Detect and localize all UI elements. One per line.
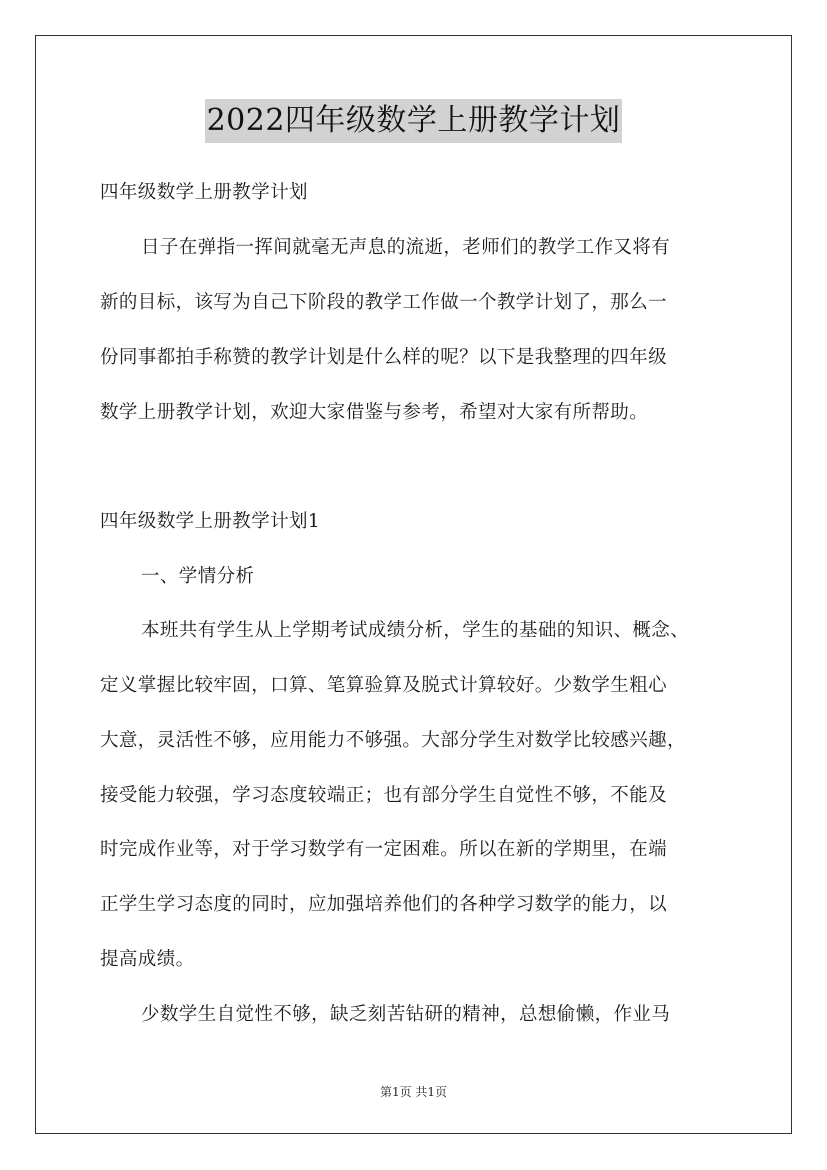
body-line-2: 定义掌握比较牢固，口算、笔算验算及脱式计算较好。少数学生粗心 (100, 675, 668, 696)
body-line-4: 接受能力较强，学习态度较端正；也有部分学生自觉性不够，不能及 (100, 785, 668, 806)
body-line-5: 时完成作业等，对于学习数学有一定困难。所以在新的学期里，在端 (100, 839, 668, 860)
intro-line-4: 数学上册教学计划，欢迎大家借鉴与参考，希望对大家有所帮助。 (100, 402, 649, 423)
body-line-7: 提高成绩。 (100, 949, 195, 970)
intro-line-2: 新的目标，该写为自己下阶段的教学工作做一个教学计划了，那么一 (100, 292, 668, 313)
intro-line-3: 份同事都拍手称赞的教学计划是什么样的呢？以下是我整理的四年级 (100, 347, 668, 368)
section-title: 四年级数学上册教学计划1 (100, 511, 321, 532)
body-line-1: 本班共有学生从上学期考试成绩分析，学生的基础的知识、概念、 (141, 620, 690, 641)
body-line-6: 正学生学习态度的同时，应加强培养他们的各种学习数学的能力，以 (100, 894, 668, 915)
section-heading: 一、学情分析 (141, 566, 255, 587)
page-footer: 第1页 共1页 (379, 1085, 448, 1099)
body-line-3: 大意，灵活性不够，应用能力不够强。大部分学生对数学比较感兴趣， (100, 730, 686, 751)
intro-line-1: 日子在弹指一挥间就毫无声息的流逝，老师们的教学工作又将有 (141, 237, 671, 258)
document-title: 2022四年级数学上册教学计划 (205, 99, 623, 143)
body-last-line: 少数学生自觉性不够，缺乏刻苦钻研的精神，总想偷懒，作业马 (141, 1004, 671, 1025)
title-container (0, 99, 827, 143)
document-subtitle: 四年级数学上册教学计划 (100, 182, 308, 203)
